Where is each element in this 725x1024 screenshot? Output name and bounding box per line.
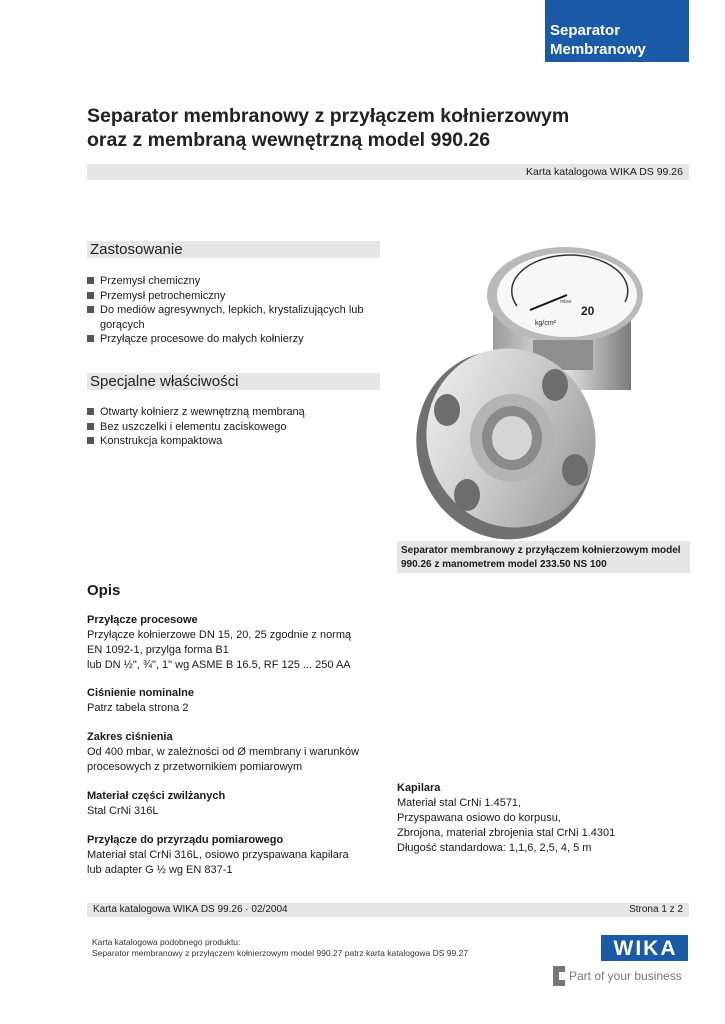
block-line: Od 400 mbar, w zależności od Ø membrany i warunków <box>87 746 360 758</box>
block-line: Długość standardowa: 1,1,6, 2,5, 4, 5 m <box>397 842 592 854</box>
list-item: Przemysł chemiczny <box>87 274 387 289</box>
footer-page-number: Strona 1 z 2 <box>629 904 683 915</box>
gauge-label: mbar <box>560 299 572 305</box>
block-kapilara <box>397 781 615 856</box>
photo-caption <box>397 541 690 573</box>
title-line1: Separator membranowy z przyłączem kołnierzowym <box>87 105 570 127</box>
list-zastosowanie <box>87 274 387 347</box>
block-przylacze-przyrzadu <box>87 833 349 878</box>
block-material <box>87 789 225 819</box>
block-line: lub adapter G ½ wg EN 837-1 <box>87 864 233 876</box>
block-line: EN 1092-1, przylga forma B1 <box>87 644 229 656</box>
list-item: Otwarty kołnierz z wewnętrzną membraną <box>87 405 387 420</box>
tagline-text: Part of your business <box>569 969 682 983</box>
block-zakres <box>87 730 359 775</box>
list-item: Przyłącze procesowe do małych kołnierzy <box>87 332 387 347</box>
block-line: lub DN ½", ¾", 1" wg ASME B 16.5, RF 125 ... 250 AA <box>87 659 351 671</box>
list-item: Konstrukcja kompaktowa <box>87 434 387 449</box>
related-product-note <box>92 937 468 959</box>
footer-bar <box>87 903 689 917</box>
section-tab-line1: Separator <box>550 22 621 39</box>
block-line: Zbrojona, materiał zbrojenia stal CrNi 1.4301 <box>397 827 616 839</box>
list-item: Bez uszczelki i elementu zaciskowego <box>87 420 387 435</box>
block-heading: Materiał części zwilżanych <box>87 790 226 802</box>
bolt-hole <box>562 454 588 486</box>
list-item: Przemysł petrochemiczny <box>87 289 387 304</box>
block-cisnienie <box>87 686 194 716</box>
wika-logo <box>600 934 689 962</box>
block-przylacze-procesowe <box>87 613 351 673</box>
footer-catalog: Karta katalogowa WIKA DS 99.26 · 02/2004 <box>93 904 288 915</box>
gauge-scale-value: 20 <box>581 304 595 318</box>
block-heading: Przyłącze procesowe <box>87 614 198 626</box>
note-line2: Separator membranowy z przyłączem kołnierzowym model 990.27 patrz karta katalogowa DS 99.27 <box>92 948 469 958</box>
catalog-reference: Karta katalogowa WIKA DS 99.26 <box>87 164 689 180</box>
block-line: Patrz tabela strona 2 <box>87 702 189 714</box>
block-line: Przyspawana osiowo do korpusu, <box>397 812 561 824</box>
logo-text: WIKA <box>613 937 678 960</box>
block-line: Stal CrNi 316L <box>87 805 159 817</box>
block-heading: Przyłącze do przyrządu pomiarowego <box>87 834 284 846</box>
section-tab-line2: Membranowy <box>550 41 646 58</box>
bolt-hole <box>454 479 480 511</box>
block-line: procesowych z przetwornikiem pomiarowym <box>87 761 303 773</box>
list-specjalne <box>87 405 387 449</box>
block-heading: Zakres ciśnienia <box>87 731 173 743</box>
bolt-hole <box>434 394 460 426</box>
page-title <box>87 104 647 152</box>
block-line: Przyłącze kołnierzowe DN 15, 20, 25 zgodnie z normą <box>87 629 352 641</box>
list-item: Do mediów agresywnych, lepkich, krystalizujących lub gorących <box>87 303 387 332</box>
gauge-unit: kg/cm² <box>535 320 556 327</box>
block-heading: Kapilara <box>397 782 441 794</box>
caption-line1: Separator membranowy z przyłączem kołnierzowym model <box>401 545 681 556</box>
diaphragm <box>492 416 532 460</box>
heading-specjalne: Specjalne właściwości <box>87 373 380 390</box>
section-tab <box>545 0 689 62</box>
heading-zastosowanie: Zastosowanie <box>87 241 380 258</box>
block-line: Materiał stal CrNi 316L, osiowo przyspawana kapilara <box>87 849 349 861</box>
tagline <box>553 966 693 986</box>
heading-opis: Opis <box>87 582 121 599</box>
bolt-hole <box>542 369 568 401</box>
product-photo <box>405 240 690 540</box>
caption-line2: 990.26 z manometrem model 233.50 NS 100 <box>401 559 607 570</box>
block-heading: Ciśnienie nominalne <box>87 687 194 699</box>
block-line: Materiał stal CrNi 1.4571, <box>397 797 522 809</box>
note-line1: Karta katalogowa podobnego produktu: <box>92 937 241 947</box>
tagline-mark-inner <box>559 972 565 980</box>
title-line2: oraz z membraną wewnętrzną model 990.26 <box>87 129 491 151</box>
